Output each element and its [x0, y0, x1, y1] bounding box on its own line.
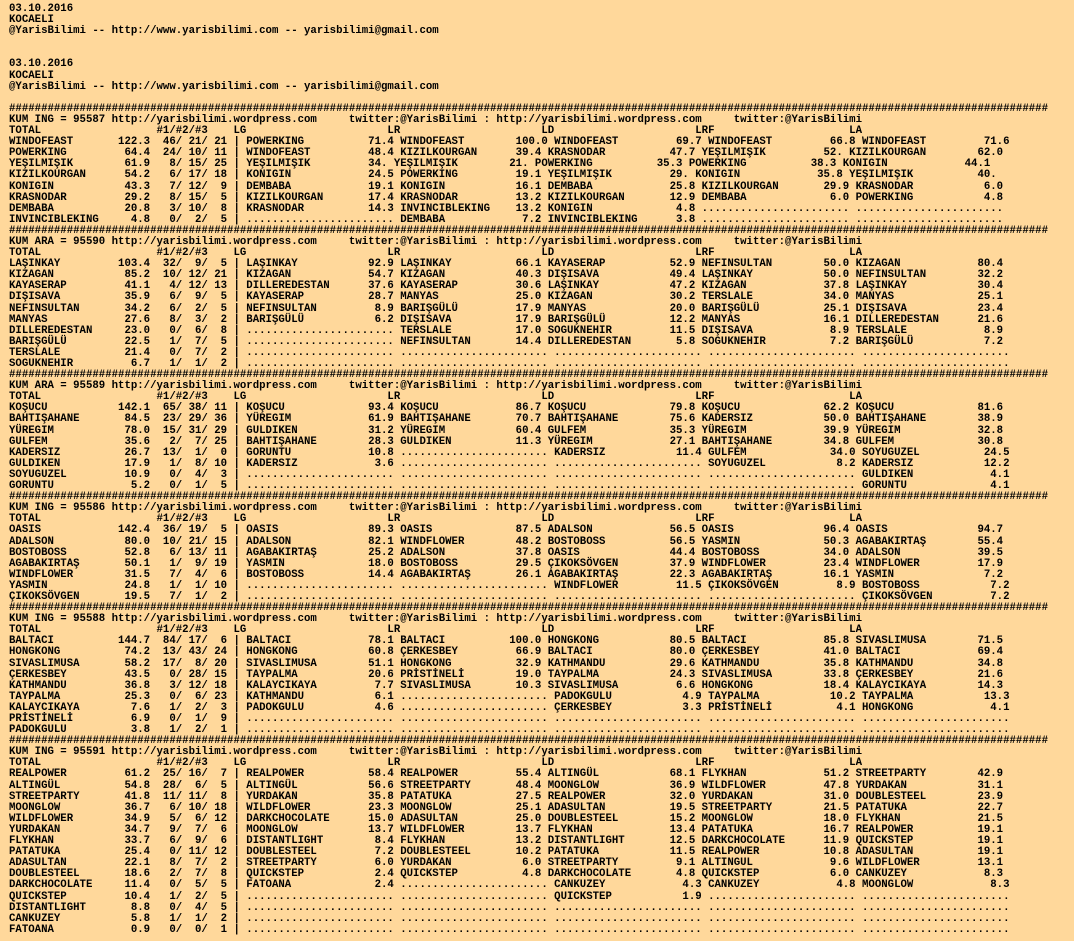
result-row: KONIGIN 43.3 7/ 12/ 9 | DEMBABA 19.1 KONIGIN 16.1 DEMBABA 25.8 KIZILKOURGAN 29.9 KRASNODAR 6.0	[9, 180, 1004, 193]
section-separator: ##################################################################################################################################################################	[9, 602, 1048, 615]
result-row: POWERKING 64.4 24/ 10/ 11 | WINDOFEAST 48.4 KIZILKOURGAN 39.4 KRASNODAR 47.7 YEŞILMIŞIK 52. KIZILKOURGAN 62.0	[9, 147, 1004, 160]
result-row: HONGKONG 74.2 13/ 43/ 24 | HONGKONG 60.8 ÇERKESBEY 66.9 BALTACI 80.0 ÇERKESBEY 41.0 BALTACI 69.4	[9, 646, 1004, 659]
result-row: KIZILKOURGAN 54.2 6/ 17/ 18 | KONIGIN 24.5 POWERKING 19.1 YEŞILMIŞIK 29. KONIGIN 35.8 YEŞILMIŞIK 40.	[9, 169, 997, 182]
result-row: GORUNTU 5.2 0/ 1/ 5 | ....................... ....................... ....................... ....................... GORUNTU 4.1	[9, 480, 1010, 493]
result-row: TERSLALE 21.4 0/ 7/ 2 | ....................... ....................... ....................... ....................... .......................	[9, 346, 1010, 359]
header-contact: @YarisBilimi -- http://www.yarisbilimi.com -- yarisbilimi@gmail.com	[9, 25, 439, 38]
column-header: TOTAL #1/#2/#3 LG LR LD LRF LA	[9, 125, 863, 138]
result-row: KAYASERAP 41.1 4/ 12/ 13 | DILLEREDESTAN 37.6 KAYASERAP 30.6 LAŞINKAY 47.2 KIZAGAN 37.8 LAŞINKAY 30.4	[9, 280, 1004, 293]
result-row: DEMBABA 20.8 3/ 10/ 8 | KRASNODAR 14.3 INVINCIBLEKING 13.2 KONIGIN 4.8 ....................... .......................	[9, 202, 1004, 215]
result-row: WILDFLOWER 34.9 5/ 6/ 12 | DARKCHOCOLATE 15.0 ADASULTAN 25.0 DOUBLESTEEL 15.2 MOONGLOW 18.0 FLYKHAN 21.5	[9, 812, 1004, 825]
result-row: KATHMANDU 36.8 3/ 12/ 18 | KALAYCIKAYA 7.7 SIVASLIMUSA 10.3 SIVASLIMUSA 6.6 HONGKONG 18.4 KALAYCIKAYA 14.3	[9, 679, 1004, 692]
results-document	[9, 4, 1048, 936]
result-row: REALPOWER 61.2 25/ 16/ 7 | REALPOWER 58.4 REALPOWER 55.4 ALTINGÜL 68.1 FLYKHAN 51.2 STREETPARTY 42.9	[9, 768, 1004, 781]
result-row: SIVASLIMUSA 58.2 17/ 8/ 20 | SIVASLIMUSA 51.1 HONGKONG 32.9 KATHMANDU 29.6 KATHMANDU 35.8 KATHMANDU 34.8	[9, 657, 1004, 670]
column-header: TOTAL #1/#2/#3 LG LR LD LRF LA	[9, 757, 863, 770]
result-row: DARKCHOCOLATE 11.4 0/ 5/ 5 | FATOANA 2.4 ....................... CANKUZEY 4.3 CANKUZEY 4.8 MOONGLOW 8.3	[9, 879, 1010, 892]
result-row: WINDOFEAST 122.3 46/ 21/ 21 | POWERKING 71.4 WINDOFEAST 100.0 WINDOFEAST 69.7 WINDOFEAST 66.8 WINDOFEAST 71.6	[9, 136, 1010, 149]
result-row: ÇIKOKSÖVGEN 19.5 7/ 1/ 2 | ....................... ....................... ....................... ....................... ÇIKOKSÖVGEN 7.2	[9, 590, 1010, 603]
section-separator: ##################################################################################################################################################################	[9, 369, 1048, 382]
result-row: MOONGLOW 36.7 6/ 10/ 18 | WILDFLOWER 23.3 MOONGLOW 25.1 ADASULTAN 19.5 STREETPARTY 21.5 PATATUKA 22.7	[9, 801, 1004, 814]
header-date: 03.10.2016	[9, 58, 74, 71]
result-row: DISTANTLIGHT 8.8 0/ 4/ 5 | ....................... ....................... ....................... ....................... .......................	[9, 901, 1010, 914]
result-row: DOUBLESTEEL 18.6 2/ 7/ 8 | QUICKSTEP 2.4 QUICKSTEP 4.8 DARKCHOCOLATE 4.8 QUICKSTEP 6.0 CANKUZEY 8.3	[9, 868, 1004, 881]
result-row: GULFEM 35.6 2/ 7/ 25 | BAHTIŞAHANE 28.3 GULDIKEN 11.3 YÜREGIM 27.1 BAHTIŞAHANE 34.8 GULFEM 30.8	[9, 435, 1004, 448]
column-header: TOTAL #1/#2/#3 LG LR LD LRF LA	[9, 624, 863, 637]
result-row: SOGUKNEHIR 6.7 1/ 1/ 2 | ....................... ....................... ....................... ....................... .......................	[9, 358, 1010, 370]
race-title: KUM ING = 95587 http://yarisbilimi.wordpress.com twitter:@YarisBilimi : http://yarisbilimi.wordpress.com twitter:@YarisBilimi	[9, 113, 863, 126]
header-date: 03.10.2016	[9, 3, 74, 15]
result-row: BOSTOBOSS 52.8 6/ 13/ 11 | AGABAKIRTAŞ 25.2 ADALSON 37.8 OASIS 44.4 BOSTOBOSS 34.0 ADALSON 39.5	[9, 546, 1004, 559]
header-city: KOCAELI	[9, 69, 54, 82]
race-block	[9, 492, 1048, 603]
result-row: OASIS 142.4 36/ 19/ 5 | OASIS 89.3 OASIS 87.5 ADALSON 56.5 OASIS 96.4 OASIS 94.7	[9, 524, 1004, 537]
section-separator: ##################################################################################################################################################################	[9, 102, 1048, 115]
header-contact: @YarisBilimi -- http://www.yarisbilimi.com -- yarisbilimi@gmail.com	[9, 80, 439, 93]
race-title: KUM ING = 95591 http://yarisbilimi.wordpress.com twitter:@YarisBilimi : http://yarisbilimi.wordpress.com twitter:@YarisBilimi	[9, 746, 863, 759]
result-row: YASMIN 24.8 1/ 1/ 10 | ....................... ....................... WINDFLOWER 11.5 ÇIKOKSÖVGEN 8.9 BOSTOBOSS 7.2	[9, 579, 1010, 592]
result-row: WINDFLOWER 31.5 7/ 4/ 6 | BOSTOBOSS 14.4 AGABAKIRTAŞ 26.1 AGABAKIRTAŞ 22.3 AGABAKIRTAŞ 16.1 YASMIN 7.2	[9, 568, 1004, 581]
result-row: PRİSTİNELİ 6.9 0/ 1/ 9 | ....................... ....................... ....................... ....................... .......................	[9, 713, 1010, 725]
result-row: YÜREGIM 78.0 15/ 31/ 29 | GULDIKEN 31.2 YÜREGIM 60.4 GULFEM 35.3 YÜREGIM 39.9 YÜREGIM 32.8	[9, 424, 1004, 437]
result-row: KALAYCIKAYA 7.6 1/ 2/ 3 | PADOKGULU 4.6 ....................... ÇERKESBEY 3.3 PRİSTİNELİ 4.1 HONGKONG 4.1	[9, 701, 1010, 714]
race-title: KUM ING = 95588 http://yarisbilimi.wordpress.com twitter:@YarisBilimi : http://yarisbilimi.wordpress.com twitter:@YarisBilimi	[9, 613, 863, 626]
section-separator: ##################################################################################################################################################################	[9, 491, 1048, 504]
race-block	[9, 603, 1048, 736]
race-title: KUM ARA = 95590 http://yarisbilimi.wordpress.com twitter:@YarisBilimi : http://yarisbilimi.wordpress.com twitter:@YarisBilimi	[9, 235, 863, 248]
result-row: ADASULTAN 22.1 8/ 7/ 2 | STREETPARTY 6.0 YURDAKAN 6.0 STREETPARTY 9.1 ALTINGUL 9.6 WILDFLOWER 13.1	[9, 857, 1004, 870]
result-row: KIZAGAN 85.2 10/ 12/ 21 | KIZAGAN 54.7 KIZAGAN 40.3 DIŞISAVA 49.4 LAŞINKAY 50.0 NEFINSULTAN 32.2	[9, 269, 1004, 282]
result-row: PADOKGULU 3.8 1/ 2/ 1 | ....................... ....................... ....................... ....................... .......................	[9, 724, 1010, 737]
result-row: QUICKSTEP 10.4 1/ 2/ 5 | ....................... ....................... QUICKSTEP 1.9 ....................... .......................	[9, 890, 1010, 903]
result-row: YEŞILMIŞIK 61.9 8/ 15/ 25 | YEŞILMIŞIK 34. YEŞILMIŞIK 21. POWERKING 35.3 POWERKING 38.3 KONIGIN 44.1	[9, 158, 991, 171]
result-row: ÇERKESBEY 43.5 0/ 28/ 15 | TAYPALMA 20.6 PRİSTİNELİ 19.0 TAYPALMA 24.3 SIVASLIMUSA 33.8 ÇERKESBEY 21.6	[9, 668, 1004, 681]
race-block	[9, 370, 1048, 492]
result-row: GULDIKEN 17.9 1/ 8/ 10 | KADERSIZ 3.6 ....................... ....................... SOYUGUZEL 8.2 KADERSIZ 12.2	[9, 457, 1010, 470]
result-row: KOŞUCU 142.1 65/ 38/ 11 | KOŞUCU 93.4 KOŞUCU 86.7 KOŞUCU 79.8 KOŞUCU 62.2 KOŞUCU 81.6	[9, 402, 1004, 415]
result-row: DILLEREDESTAN 23.0 0/ 6/ 8 | ....................... TERSLALE 17.0 SOGUKNEHIR 11.5 DIŞISAVA 8.9 TERSLALE 8.9	[9, 324, 1004, 337]
race-block	[9, 736, 1048, 936]
race-title: KUM ARA = 95589 http://yarisbilimi.wordpress.com twitter:@YarisBilimi : http://yarisbilimi.wordpress.com twitter:@YarisBilimi	[9, 380, 863, 393]
result-row: KRASNODAR 29.2 8/ 15/ 5 | KIZILKOURGAN 17.4 KRASNODAR 13.2 KIZILKOURGAN 12.9 DEMBABA 6.0 POWERKING 4.8	[9, 191, 1004, 204]
column-header: TOTAL #1/#2/#3 LG LR LD LRF LA	[9, 391, 863, 404]
race-block	[9, 104, 1048, 226]
result-row: BARIŞGÜLÜ 22.5 1/ 7/ 5 | ....................... NEFINSULTAN 14.4 DILLEREDESTAN 5.8 SOGUKNEHIR 7.2 BARIŞGÜLÜ 7.2	[9, 335, 1004, 348]
result-row: STREETPARTY 41.8 11/ 11/ 8 | YURDAKAN 35.8 PATATUKA 27.5 REALPOWER 32.0 YURDAKAN 31.0 DOUBLESTEEL 23.9	[9, 790, 1004, 803]
result-row: ALTINGÜL 54.8 28/ 6/ 5 | ALTINGÜL 56.6 STREETPARTY 48.4 MOONGLOW 36.9 WILDFLOWER 47.8 YURDAKAN 31.1	[9, 779, 1004, 792]
result-row: ADALSON 80.0 10/ 21/ 15 | ADALSON 82.1 WINDFLOWER 48.2 BOSTOBOSS 56.5 YASMIN 50.3 AGABAKIRTAŞ 55.4	[9, 535, 1004, 548]
section-separator: ##################################################################################################################################################################	[9, 735, 1048, 748]
result-row: BALTACI 144.7 84/ 17/ 6 | BALTACI 78.1 BALTACI 100.0 HONGKONG 80.5 BALTACI 85.8 SIVASLIMUSA 71.5	[9, 635, 1004, 648]
result-row: LAŞINKAY 103.4 32/ 9/ 5 | LAŞINKAY 92.9 LAŞINKAY 66.1 KAYASERAP 52.9 NEFINSULTAN 50.0 KIZAGAN 80.4	[9, 258, 1004, 271]
result-row: NEFINSULTAN 34.2 6/ 2/ 5 | NEFINSULTAN 8.9 BARIŞGÜLÜ 17.9 MANYAS 20.0 BARIŞGÜLÜ 25.1 DIŞISAVA 23.4	[9, 302, 1004, 315]
blank-line	[9, 48, 1048, 59]
header-city: KOCAELI	[9, 14, 54, 27]
race-blocks	[9, 104, 1048, 936]
result-row: BAHTIŞAHANE 84.5 23/ 29/ 36 | YÜREGIM 61.9 BAHTIŞAHANE 70.7 BAHTIŞAHANE 75.6 KADERSIZ 50.0 BAHTIŞAHANE 38.9	[9, 413, 1004, 426]
race-block	[9, 226, 1048, 370]
section-separator: ##################################################################################################################################################################	[9, 224, 1048, 237]
result-row: AGABAKIRTAŞ 50.1 1/ 9/ 19 | YASMIN 18.0 BOSTOBOSS 29.5 ÇIKOKSÖVGEN 37.9 WINDFLOWER 23.4 WINDFLOWER 17.9	[9, 557, 1004, 570]
result-row: YURDAKAN 34.7 9/ 7/ 6 | MOONGLOW 13.7 WILDFLOWER 13.7 FLYKHAN 13.4 PATATUKA 16.7 REALPOWER 19.1	[9, 823, 1004, 836]
result-row: TAYPALMA 25.3 0/ 6/ 23 | KATHMANDU 6.1 ....................... PADOKGULU 4.9 TAYPALMA 10.2 TAYPALMA 13.3	[9, 690, 1010, 703]
blank-line	[9, 37, 1048, 48]
result-row: FLYKHAN 33.7 6/ 9/ 6 | DISTANTLIGHT 8.4 FLYKHAN 13.2 DISTANTLIGHT 12.5 DARKCHOCOLATE 11.9 QUICKSTEP 19.1	[9, 835, 1004, 848]
result-row: FATOANA 0.9 0/ 0/ 1 | ....................... ....................... ....................... ....................... .......................	[9, 923, 1010, 936]
result-row: MANYAS 27.6 8/ 3/ 2 | BARIŞGÜLÜ 6.2 DIŞISAVA 17.9 BARIŞGÜLÜ 12.2 MANYAS 16.1 DILLEREDESTAN 21.6	[9, 313, 1004, 326]
result-row: DIŞISAVA 35.9 6/ 9/ 5 | KAYASERAP 28.7 MANYAS 25.0 KIZAGAN 30.2 TERSLALE 34.0 MANYAS 25.1	[9, 291, 1004, 304]
result-row: CANKUZEY 5.8 1/ 1/ 2 | ....................... ....................... ....................... ....................... .......................	[9, 912, 1010, 925]
result-row: SOYUGUZEL 10.9 0/ 4/ 3 | ....................... ....................... ....................... ....................... GULDIKEN 4.1	[9, 468, 1010, 481]
result-row: KADERSIZ 26.7 13/ 1/ 0 | GORUNTU 10.8 ....................... KADERSIZ 11.4 GULFEM 34.0 SOYUGUZEL 24.5	[9, 446, 1010, 459]
column-header: TOTAL #1/#2/#3 LG LR LD LRF LA	[9, 247, 863, 260]
result-row: INVINCIBLEKING 4.8 0/ 2/ 5 | ....................... DEMBABA 7.2 INVINCIBLEKING 3.8 ....................... .......................	[9, 213, 1004, 226]
result-row: PATATUKA 25.4 0/ 11/ 12 | DOUBLESTEEL 7.2 DOUBLESTEEL 10.2 PATATUKA 11.5 REALPOWER 10.8 ADASULTAN 19.1	[9, 846, 1004, 859]
race-title: KUM ING = 95586 http://yarisbilimi.wordpress.com twitter:@YarisBilimi : http://yarisbilimi.wordpress.com twitter:@YarisBilimi	[9, 502, 863, 515]
column-header: TOTAL #1/#2/#3 LG LR LD LRF LA	[9, 513, 863, 526]
